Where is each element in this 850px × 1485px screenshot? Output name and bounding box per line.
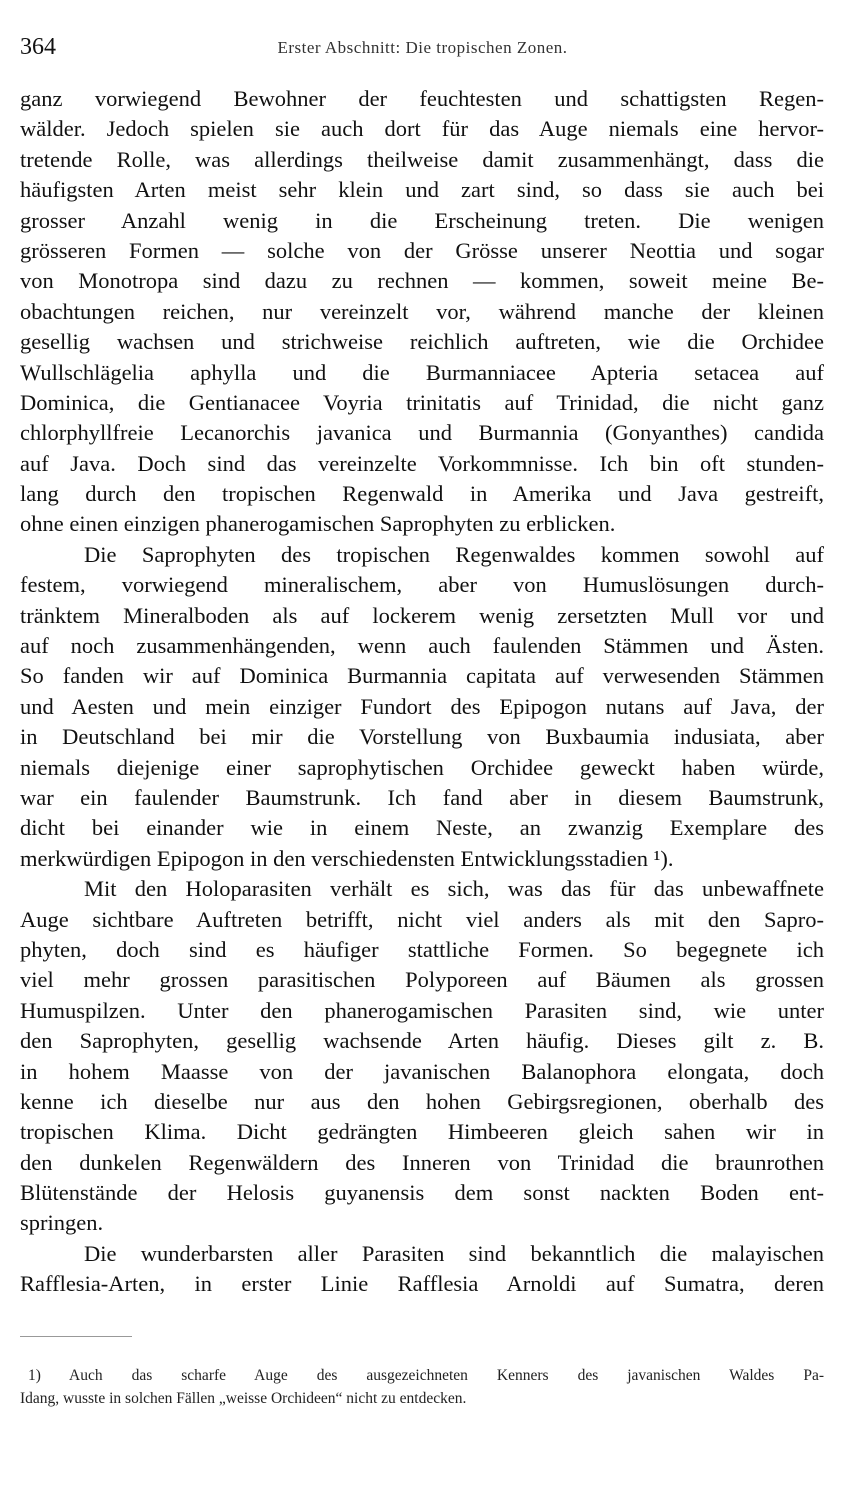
footnotes — [20, 1364, 824, 1410]
text-line: chlorphyllfreie Lecanorchis javanica und Burmannia (Gonyanthes) candida — [20, 420, 824, 446]
text-line: Rafflesia-Arten, in erster Linie Rafflesia Arnoldi auf Sumatra, deren — [20, 1271, 824, 1297]
page-header — [20, 34, 825, 64]
text-line: ohne einen einzigen phanerogamischen Saprophyten zu erblicken. — [20, 511, 616, 537]
text-line: ganz vorwiegend Bewohner der feuchtesten und schattigsten Regen- — [20, 86, 824, 111]
text-line: phyten, doch sind es häufiger stattliche Formen. So begegnete ich — [20, 936, 824, 962]
text-line: in hohem Maasse von der javanischen Balanophora elongata, doch — [20, 1058, 824, 1084]
paragraph-start-line: Die wunderbarsten aller Parasiten sind bekanntlich die malayischen — [84, 1240, 824, 1266]
text-line: springen. — [20, 1210, 104, 1236]
text-line: grösseren Formen — solche von der Grösse unserer Neottia und sogar — [20, 237, 824, 263]
text-line: tränktem Mineralboden als auf lockerem wenig zersetzten Mull vor und — [20, 602, 824, 628]
footnote-divider — [20, 1336, 132, 1337]
text-line: war ein faulender Baumstrunk. Ich fand aber in diesem Baumstrunk, — [20, 784, 824, 810]
footnote-line: Idang, wusste in solchen Fällen „weisse Orchideen“ nicht zu entdecken. — [20, 1390, 467, 1407]
text-line: Blütenstände der Helosis guyanensis dem sonst nackten Boden ent- — [20, 1180, 824, 1206]
text-line: lang durch den tropischen Regenwald in Amerika und Java gestreift, — [20, 481, 824, 507]
text-line: auf Java. Doch sind das vereinzelte Vorkommnisse. Ich bin oft stunden- — [20, 450, 824, 476]
text-line: festem, vorwiegend mineralischem, aber von Humuslösungen durch- — [20, 572, 824, 598]
text-line: gesellig wachsen und strichweise reichlich auftreten, wie die Orchidee — [20, 329, 824, 355]
text-line: und Aesten und mein einziger Fundort des Epipogon nutans auf Java, der — [20, 693, 824, 719]
text-line: niemals diejenige einer saprophytischen Orchidee geweckt haben würde, — [20, 754, 824, 780]
page-number: 364 — [20, 34, 56, 60]
text-line: obachtungen reichen, nur vereinzelt vor, während manche der kleinen — [20, 298, 824, 324]
text-line: den Saprophyten, gesellig wachsende Arten häufig. Dieses gilt z. B. — [20, 1028, 824, 1054]
footnote-line: 1) Auch das scharfe Auge des ausgezeichneten Kenners des javanischen Waldes Pa- — [28, 1367, 824, 1384]
text-line: auf noch zusammenhängenden, wenn auch faulenden Stämmen und Ästen. — [20, 633, 824, 659]
body-text — [20, 84, 824, 1300]
text-line: wälder. Jedoch spielen sie auch dort für das Auge niemals eine hervor- — [20, 116, 824, 142]
paragraph-start-line: Die Saprophyten des tropischen Regenwaldes kommen sowohl auf — [84, 541, 824, 567]
text-line: Auge sichtbare Auftreten betrifft, nicht viel anders als mit den Sapro- — [20, 906, 824, 932]
text-line: viel mehr grossen parasitischen Polyporeen auf Bäumen als grossen — [20, 967, 824, 993]
text-line: tretende Rolle, was allerdings theilweise damit zusammenhängt, dass die — [20, 146, 824, 172]
text-line: merkwürdigen Epipogon in den verschiedensten Entwicklungsstadien ¹). — [20, 845, 674, 871]
text-line: grosser Anzahl wenig in die Erscheinung treten. Die wenigen — [20, 207, 824, 233]
running-head: Erster Abschnitt: Die tropischen Zonen. — [277, 38, 568, 57]
text-line: Dominica, die Gentianacee Voyria trinitatis auf Trinidad, die nicht ganz — [20, 389, 824, 415]
text-line: Humuspilzen. Unter den phanerogamischen Parasiten sind, wie unter — [20, 997, 824, 1023]
text-line: von Monotropa sind dazu zu rechnen — kommen, soweit meine Be- — [20, 268, 824, 294]
text-line: tropischen Klima. Dicht gedrängten Himbeeren gleich sahen wir in — [20, 1119, 824, 1145]
paragraph-start-line: Mit den Holoparasiten verhält es sich, was das für das unbewaffnete — [84, 876, 824, 902]
text-line: in Deutschland bei mir die Vorstellung von Buxbaumia indusiata, aber — [20, 724, 824, 750]
text-line: So fanden wir auf Dominica Burmannia capitata auf verwesenden Stämmen — [20, 663, 824, 689]
text-line: dicht bei einander wie in einem Neste, an zwanzig Exemplare des — [20, 815, 824, 841]
text-line: häufigsten Arten meist sehr klein und zart sind, so dass sie auch bei — [20, 177, 824, 203]
text-line: Wullschlägelia aphylla und die Burmanniacee Apteria setacea auf — [20, 359, 824, 385]
text-line: den dunkelen Regenwäldern des Inneren von Trinidad die braunrothen — [20, 1149, 824, 1175]
text-line: kenne ich dieselbe nur aus den hohen Gebirgsregionen, oberhalb des — [20, 1088, 824, 1114]
